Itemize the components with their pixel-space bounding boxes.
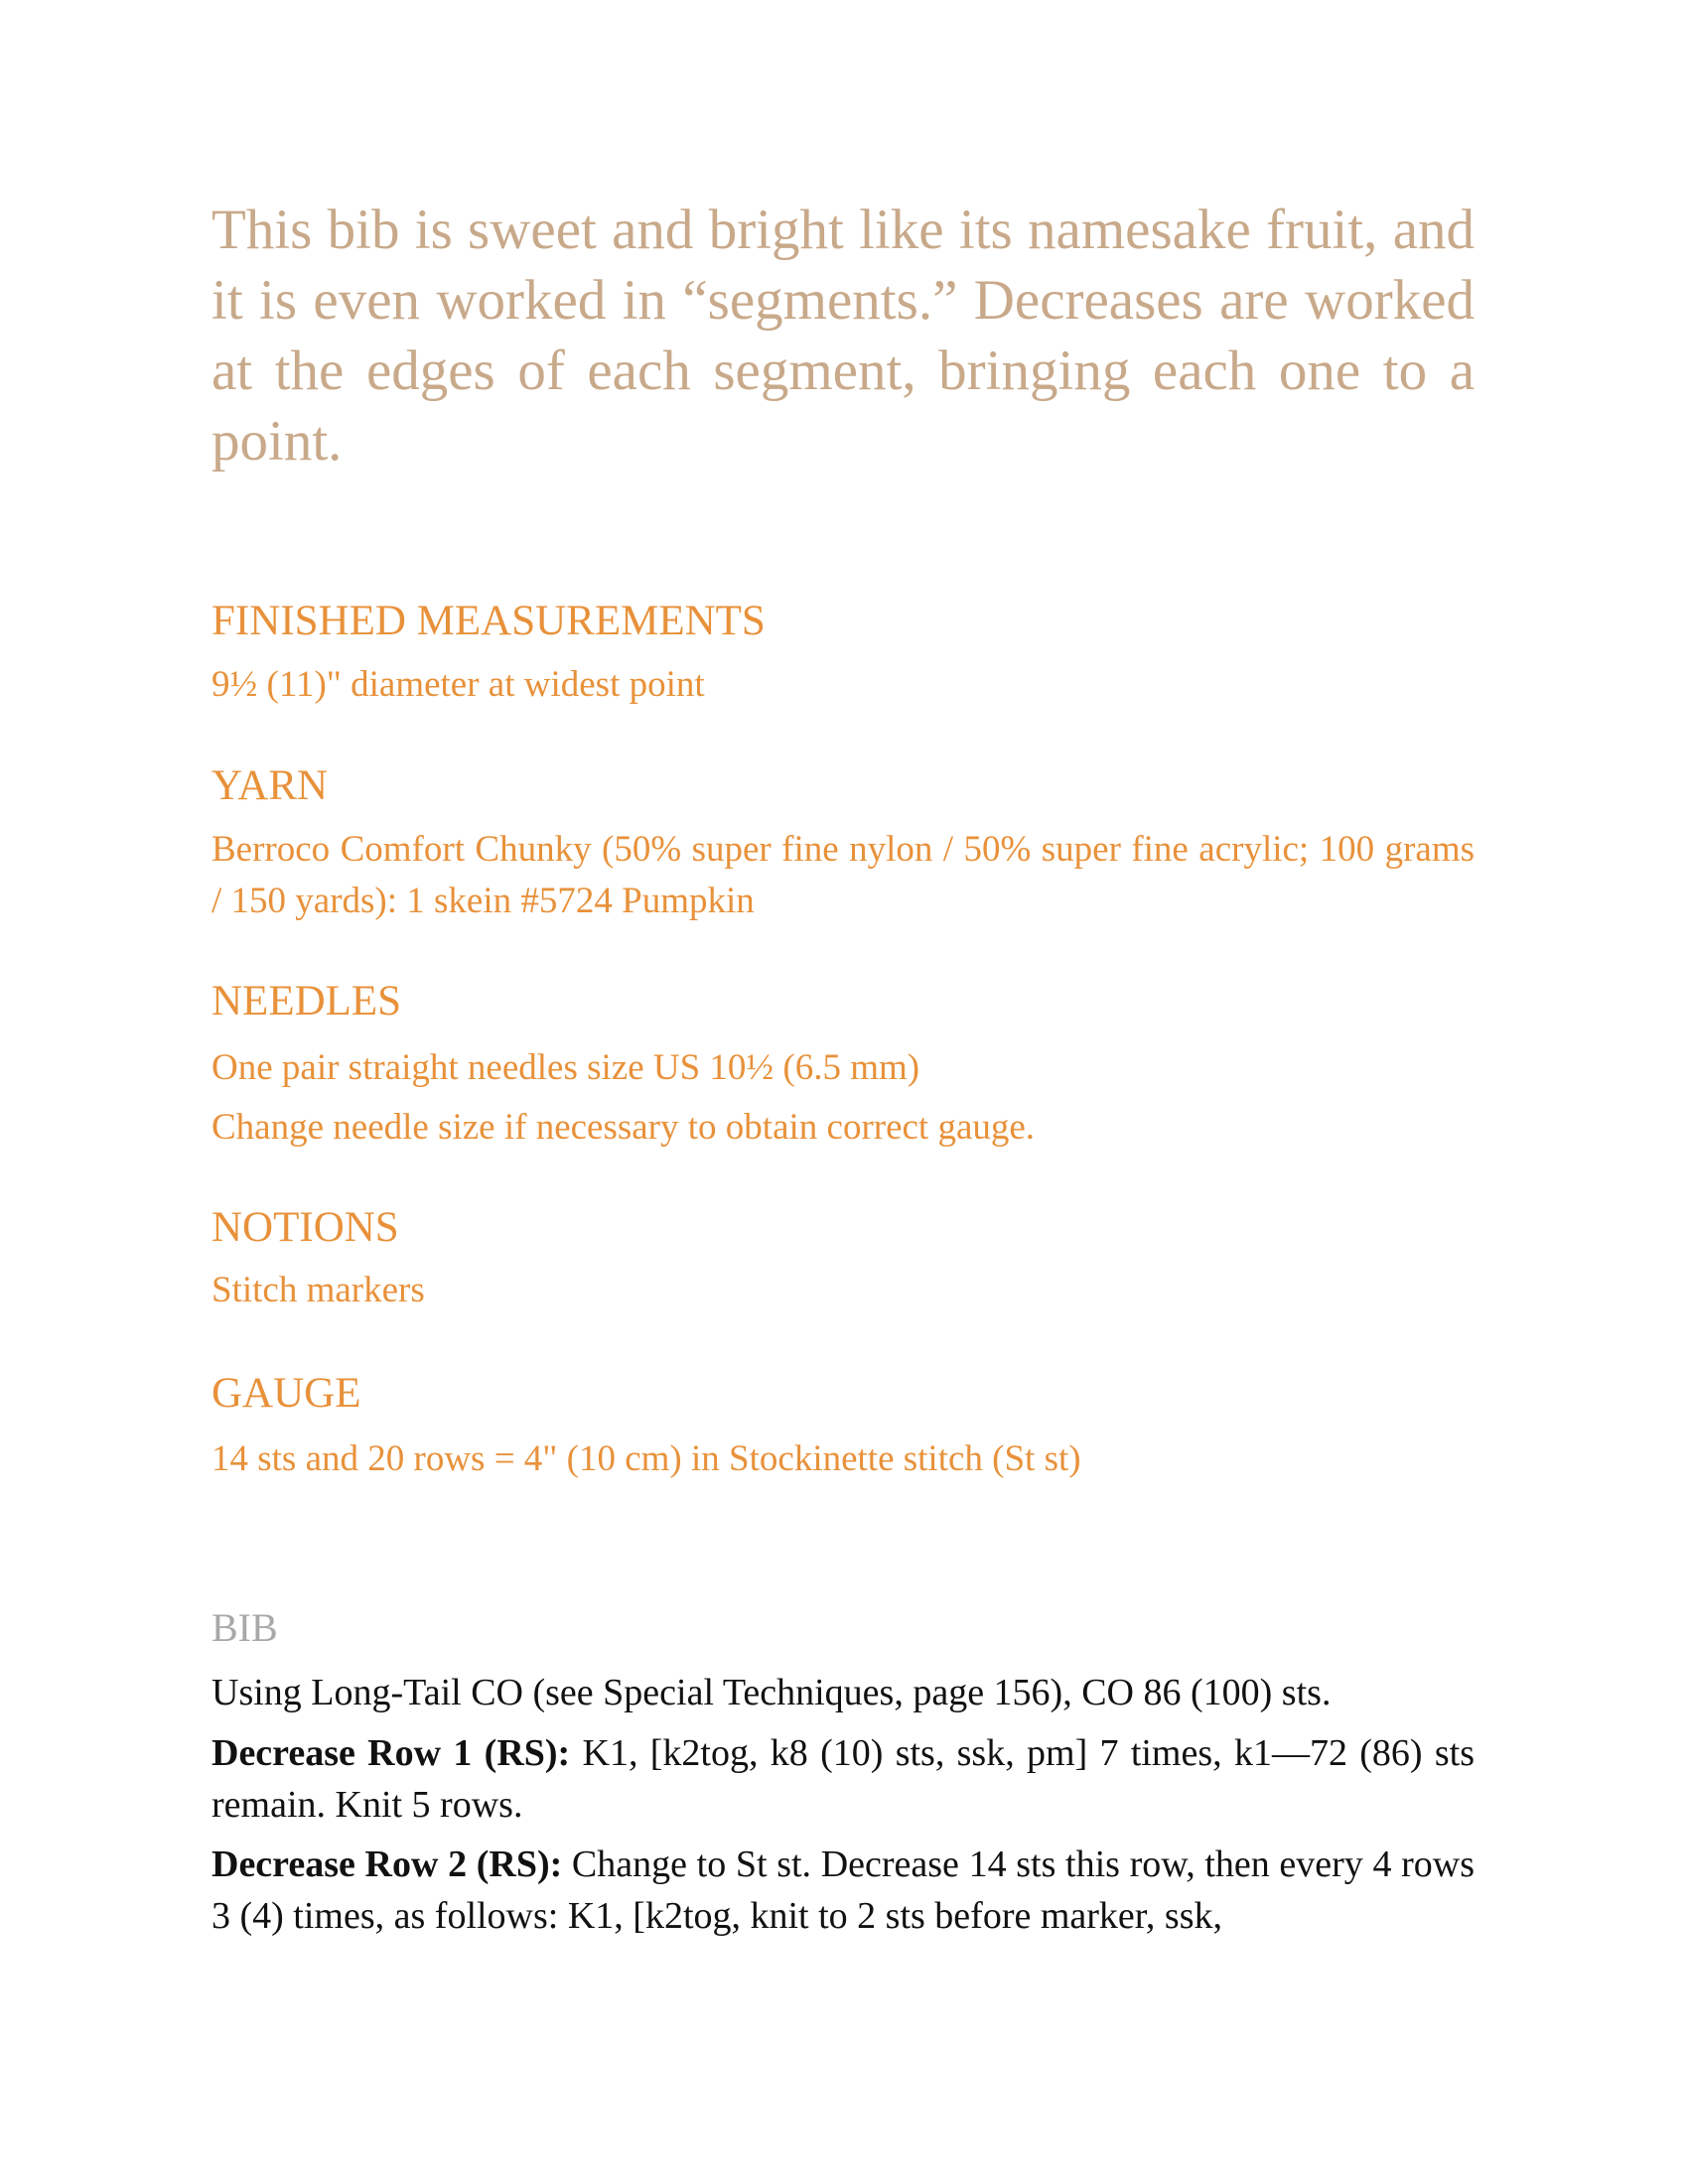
bib-heading: BIB — [211, 1605, 278, 1650]
intro-paragraph: This bib is sweet and bright like its namesake fruit, and it is even worked in “segments.” Decreases are worked at the edges of each segment, bringing each one to a point. — [211, 199, 1475, 473]
decrease-row-1-instruction — [211, 1727, 1475, 1831]
yarn-heading: YARN — [211, 762, 329, 809]
needles-gauge-note: Change needle size if necessary to obtain correct gauge. — [211, 1107, 1036, 1148]
decrease-row-1-label: Decrease Row 1 (RS): — [211, 1732, 571, 1774]
yarn-text: Berroco Comfort Chunky (50% super fine nylon / 50% super fine acrylic; 100 grams / 150 yards): 1 skein #5724 Pumpkin — [211, 829, 1475, 921]
notions-heading: NOTIONS — [211, 1204, 399, 1251]
decrease-row-1-text: K1, [k2tog, k8 (10) sts, ssk, pm] 7 times, k1—72 (86) sts remain. Knit 5 rows. — [211, 1732, 1475, 1826]
needles-text: One pair straight needles size US 10½ (6.5 mm) — [211, 1047, 920, 1088]
gauge-text: 14 sts and 20 rows = 4" (10 cm) in Stockinette stitch (St st) — [211, 1438, 1081, 1479]
gauge-heading: GAUGE — [211, 1370, 361, 1417]
decrease-row-2-text: Change to St st. Decrease 14 sts this row, then every 4 rows 3 (4) times, as follows: K1, [k2tog, knit to 2 sts before marker, ssk, — [211, 1843, 1475, 1937]
decrease-row-2-instruction — [211, 1839, 1475, 1942]
notions-text: Stitch markers — [211, 1270, 425, 1310]
finished-measurements-text: 9½ (11)" diameter at widest point — [211, 664, 705, 705]
needles-heading: NEEDLES — [211, 978, 402, 1024]
decrease-row-2-label: Decrease Row 2 (RS): — [211, 1843, 563, 1885]
bib-cast-on-instruction: Using Long-Tail CO (see Special Techniques, page 156), CO 86 (100) sts. — [211, 1672, 1332, 1713]
finished-measurements-heading: FINISHED MEASUREMENTS — [211, 598, 766, 644]
